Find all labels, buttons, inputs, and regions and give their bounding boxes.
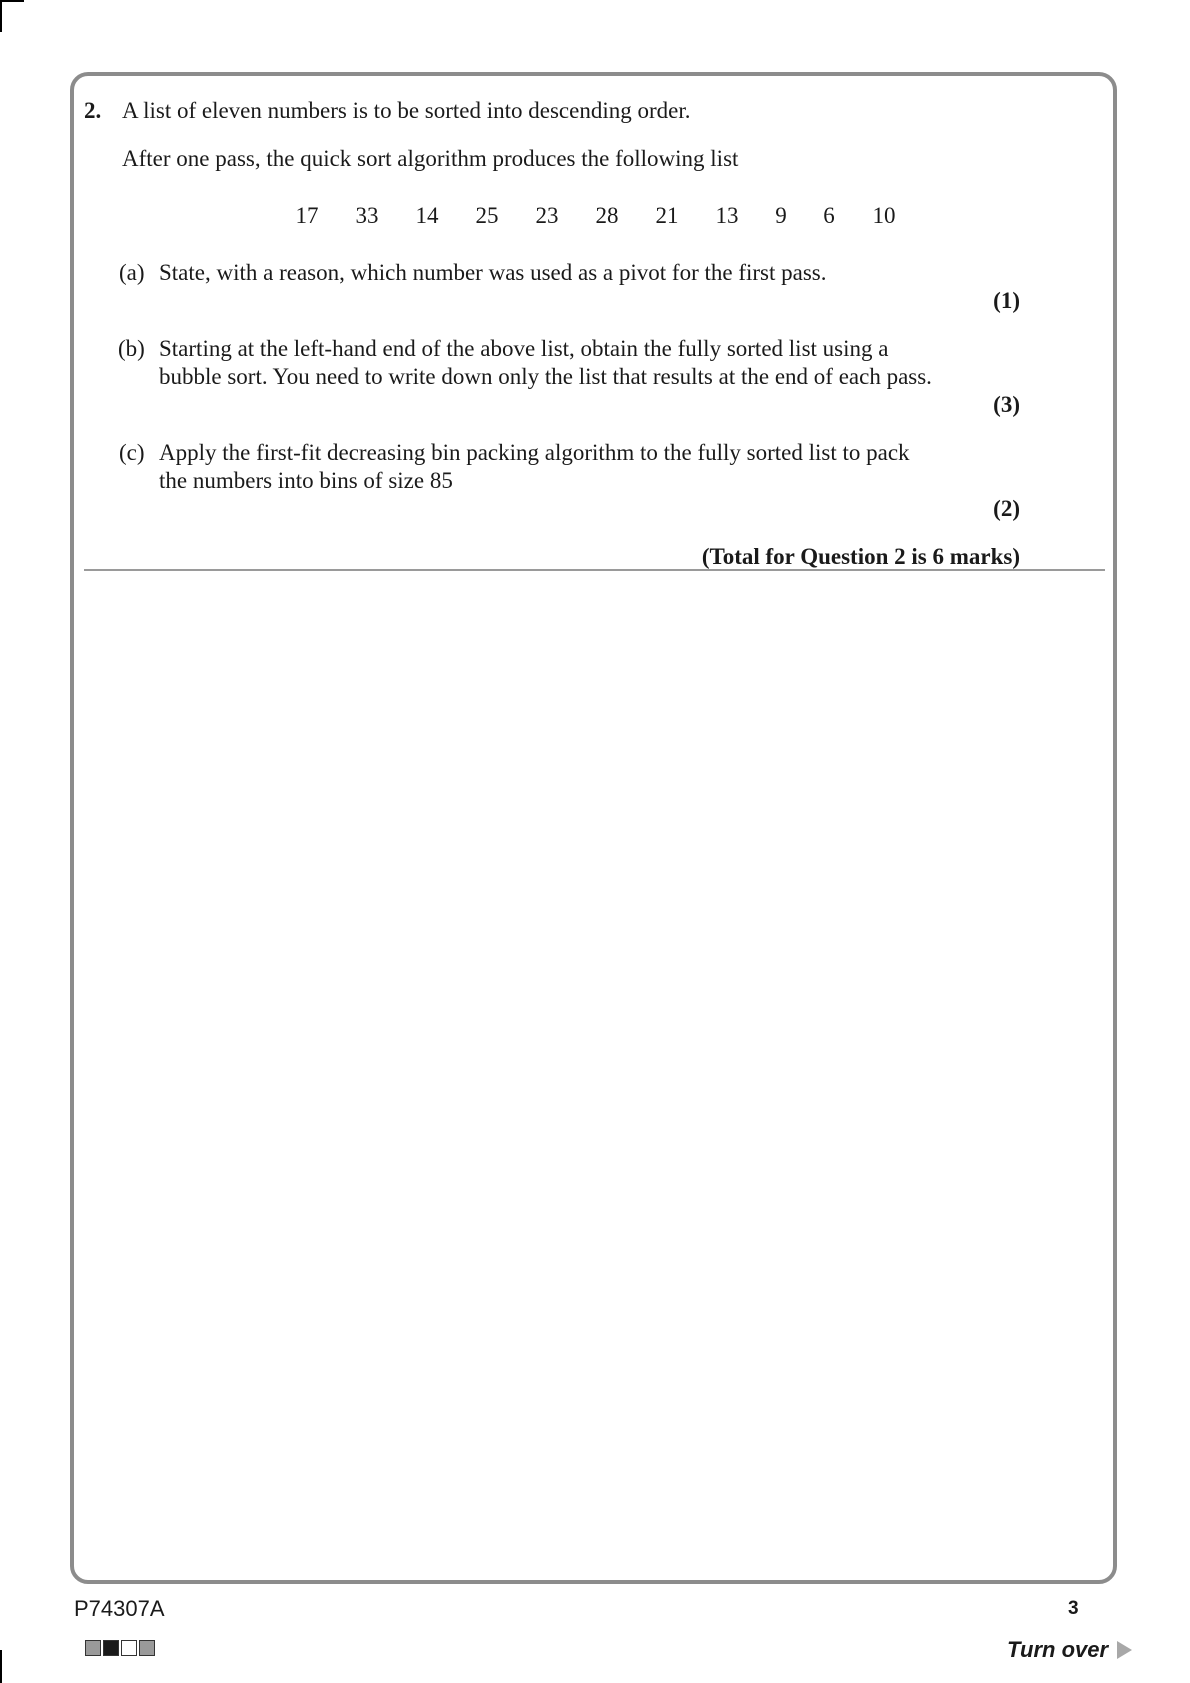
list-number: 13 [715, 203, 739, 228]
play-arrow-icon [1117, 1641, 1132, 1659]
list-number: 9 [775, 203, 787, 228]
turn-over-text: Turn over [1007, 1637, 1109, 1662]
crop-mark-top-left-v [0, 0, 2, 32]
part-a-marks: (1) [993, 288, 1020, 313]
paper-code: P74307A [74, 1596, 165, 1621]
barcode-blocks [85, 1640, 155, 1656]
barcode-block [139, 1640, 155, 1656]
part-a-label: (a) [119, 260, 145, 285]
part-a-line-1: State, with a reason, which number was used as a pivot for the first pass. [159, 260, 827, 285]
part-b-marks: (3) [993, 392, 1020, 417]
list-number: 25 [475, 203, 499, 228]
page-number: 3 [1068, 1598, 1079, 1619]
part-b-line-2: bubble sort. You need to write down only the list that results at the end of each pass. [159, 364, 932, 389]
question-total: (Total for Question 2 is 6 marks) [701, 544, 1020, 569]
part-b-label: (b) [118, 336, 145, 361]
crop-mark-top-left-h [0, 0, 24, 2]
part-b-line-1: Starting at the left-hand end of the above list, obtain the fully sorted list using a [159, 336, 889, 361]
question-intro: A list of eleven numbers is to be sorted into descending order. [122, 98, 691, 123]
list-number: 23 [535, 203, 559, 228]
question-context: After one pass, the quick sort algorithm produces the following list [122, 146, 739, 171]
question-number: 2. [84, 98, 102, 123]
question-divider [84, 569, 1105, 571]
list-number: 28 [595, 203, 619, 228]
answer-frame [70, 72, 1117, 1584]
list-number: 33 [355, 203, 379, 228]
barcode-block [103, 1640, 119, 1656]
list-number: 14 [415, 203, 439, 228]
barcode-block [85, 1640, 101, 1656]
part-c-line-1: Apply the first-fit decreasing bin packing algorithm to the fully sorted list to pack [159, 440, 910, 465]
list-number: 21 [655, 203, 679, 228]
barcode-block [121, 1640, 137, 1656]
crop-mark-bottom-left-v [0, 1650, 2, 1683]
part-c-marks: (2) [993, 496, 1020, 521]
part-c-line-2: the numbers into bins of size 85 [159, 468, 453, 493]
list-number: 6 [823, 203, 835, 228]
list-number: 10 [872, 203, 896, 228]
part-c-label: (c) [119, 440, 145, 465]
list-number: 17 [295, 203, 319, 228]
